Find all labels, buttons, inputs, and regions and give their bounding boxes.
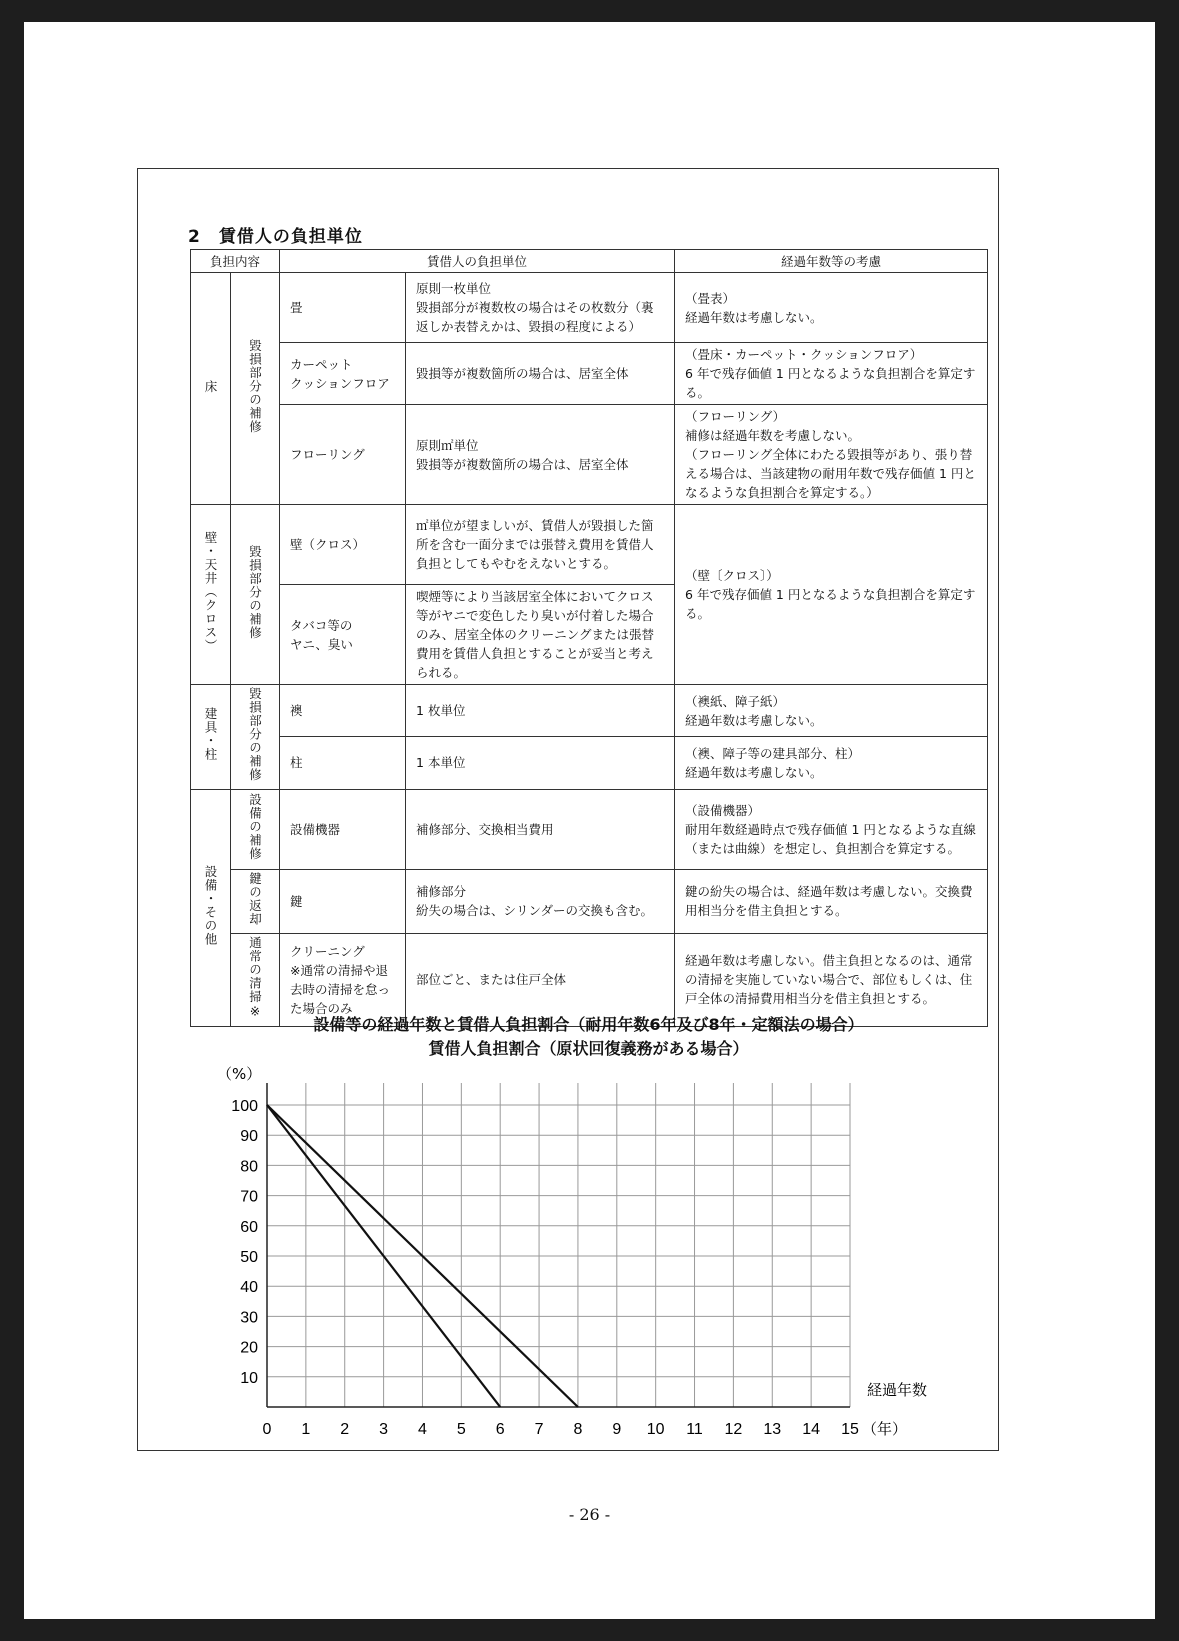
- consider-cell: 鍵の紛失の場合は、経過年数は考慮しない。交換費用相当分を借主負担とする。: [675, 869, 988, 933]
- x-tick-label: 6: [495, 1421, 505, 1438]
- x-tick-label: 8: [573, 1421, 583, 1438]
- category-fixture: 建具・柱: [191, 685, 231, 790]
- item-cell: 襖: [280, 685, 406, 737]
- y-tick-label: 20: [240, 1339, 258, 1357]
- x-tick-label: 10: [646, 1421, 665, 1438]
- unit-cell: 原則㎡単位 毀損等が複数箇所の場合は、居室全体: [406, 405, 675, 505]
- unit-cell: 補修部分、交換相当費用: [406, 789, 675, 869]
- subcategory-key: 鍵の返却: [231, 869, 280, 933]
- item-cell: 壁（クロス）: [280, 505, 406, 585]
- x-tick-label: 5: [456, 1421, 466, 1438]
- consider-cell: （壁〔クロス〕） 6 年で残存価値 1 円となるような負担割合を算定する。: [675, 505, 988, 685]
- category-floor: 床: [191, 273, 231, 505]
- x-tick-label: 14: [802, 1421, 821, 1438]
- y-tick-label: 50: [240, 1249, 258, 1266]
- consider-cell: （畳表） 経過年数は考慮しない。: [675, 273, 988, 343]
- item-cell: フローリング: [280, 405, 406, 505]
- header-burden-unit: 賃借人の負担単位: [280, 250, 675, 273]
- consider-cell: （襖、障子等の建具部分、柱） 経過年数は考慮しない。: [675, 737, 988, 789]
- x-tick-label: 3: [379, 1421, 389, 1438]
- x-tick-label: 11: [686, 1421, 703, 1438]
- item-cell: 設備機器: [280, 789, 406, 869]
- header-burden-content: 負担内容: [191, 250, 280, 273]
- item-cell: タバコ等の ヤニ、臭い: [280, 585, 406, 685]
- subcategory-cleaning: 通常の清掃※: [231, 933, 280, 1027]
- y-tick-label: 80: [240, 1158, 258, 1176]
- category-equipment: 設備・その他: [191, 789, 231, 1027]
- unit-cell: 1 枚単位: [406, 685, 675, 737]
- x-tick-label: 13: [763, 1421, 782, 1438]
- unit-cell: 補修部分 紛失の場合は、シリンダーの交換も含む。: [406, 869, 675, 933]
- subcategory-wall: 毀損部分の補修: [231, 505, 280, 685]
- x-axis-label: 経過年数: [867, 1381, 928, 1399]
- x-tick-label: 12: [724, 1421, 743, 1438]
- x-tick-label: 1: [301, 1421, 311, 1438]
- consider-cell: （フローリング） 補修は経過年数を考慮しない。 （フローリング全体にわたる毀損等があり、張り替える場合は、当該建物の耐用年数で残存価値 1 円となるような負担割合を算定する。）: [675, 405, 988, 505]
- subcategory-floor: 毀損部分の補修: [231, 273, 280, 505]
- y-tick-label: 10: [240, 1369, 258, 1387]
- x-tick-label: 4: [418, 1421, 427, 1438]
- consider-cell: （設備機器） 耐用年数経過時点で残存価値 1 円となるような直線（または曲線）を想定し、負担割合を算定する。: [675, 789, 988, 869]
- item-cell: クリーニング ※通常の清掃や退去時の清掃を怠った場合のみ: [280, 933, 406, 1027]
- category-wall: 壁・天井（クロス）: [191, 505, 231, 685]
- consider-cell: （畳床・カーペット・クッションフロア） 6 年で残存価値 1 円となるような負担割合を算定する。: [675, 343, 988, 405]
- unit-cell: 部位ごと、または住戸全体: [406, 933, 675, 1027]
- unit-cell: 原則一枚単位 毀損部分が複数枚の場合はその枚数分（裏返しか表替えかは、毀損の程度による）: [406, 273, 675, 343]
- item-cell: 柱: [280, 737, 406, 789]
- y-tick-label: 60: [240, 1218, 258, 1236]
- consider-cell: （襖紙、障子紙） 経過年数は考慮しない。: [675, 685, 988, 737]
- unit-cell: 1 本単位: [406, 737, 675, 789]
- section-title: 2 賃借人の負担単位: [188, 227, 363, 247]
- x-tick-label: 7: [534, 1421, 544, 1438]
- y-tick-label: 90: [240, 1128, 258, 1146]
- unit-cell: 毀損等が複数箇所の場合は、居室全体: [406, 343, 675, 405]
- y-tick-label: 70: [240, 1188, 258, 1206]
- page-number: - 26 -: [568, 1505, 611, 1524]
- y-tick-label: 30: [240, 1309, 258, 1327]
- x-tick-label: 15: [841, 1421, 859, 1438]
- y-tick-label: 40: [240, 1279, 258, 1297]
- chart-labels: [217, 1065, 927, 1438]
- x-axis-unit: （年）: [862, 1420, 908, 1438]
- chart-grid: [267, 1083, 850, 1407]
- consider-cell: 経過年数は考慮しない。借主負担となるのは、通常の清掃を実施していない場合で、部位もしくは、住戸全体の清掃費用相当分を借主負担とする。: [675, 933, 988, 1027]
- x-tick-label: 0: [262, 1421, 272, 1438]
- item-cell: 畳: [280, 273, 406, 343]
- chart-title: 設備等の経過年数と賃借人負担割合（耐用年数6年及び8年・定額法の場合）: [313, 1015, 864, 1034]
- unit-cell: ㎡単位が望ましいが、賃借人が毀損した箇所を含む一面分までは張替え費用を賃借人負担としてもやむをえないとする。: [406, 505, 675, 585]
- y-axis-label: （%）: [217, 1065, 262, 1083]
- unit-cell: 喫煙等により当該居室全体においてクロス等がヤニで変色したり臭いが付着した場合のみ、居室全体のクリーニングまたは張替費用を賃借人負担とすることが妥当と考えられる。: [406, 585, 675, 685]
- chart-subtitle: 賃借人負担割合（原状回復義務がある場合）: [428, 1039, 749, 1058]
- y-tick-label: 100: [231, 1098, 258, 1115]
- subcategory-equipment: 設備の補修: [231, 789, 280, 869]
- item-cell: カーペット クッションフロア: [280, 343, 406, 405]
- x-tick-label: 2: [340, 1421, 350, 1438]
- header-consideration: 経過年数等の考慮: [675, 250, 988, 273]
- x-tick-label: 9: [612, 1421, 622, 1438]
- subcategory-fixture: 毀損部分の補修: [231, 685, 280, 790]
- item-cell: 鍵: [280, 869, 406, 933]
